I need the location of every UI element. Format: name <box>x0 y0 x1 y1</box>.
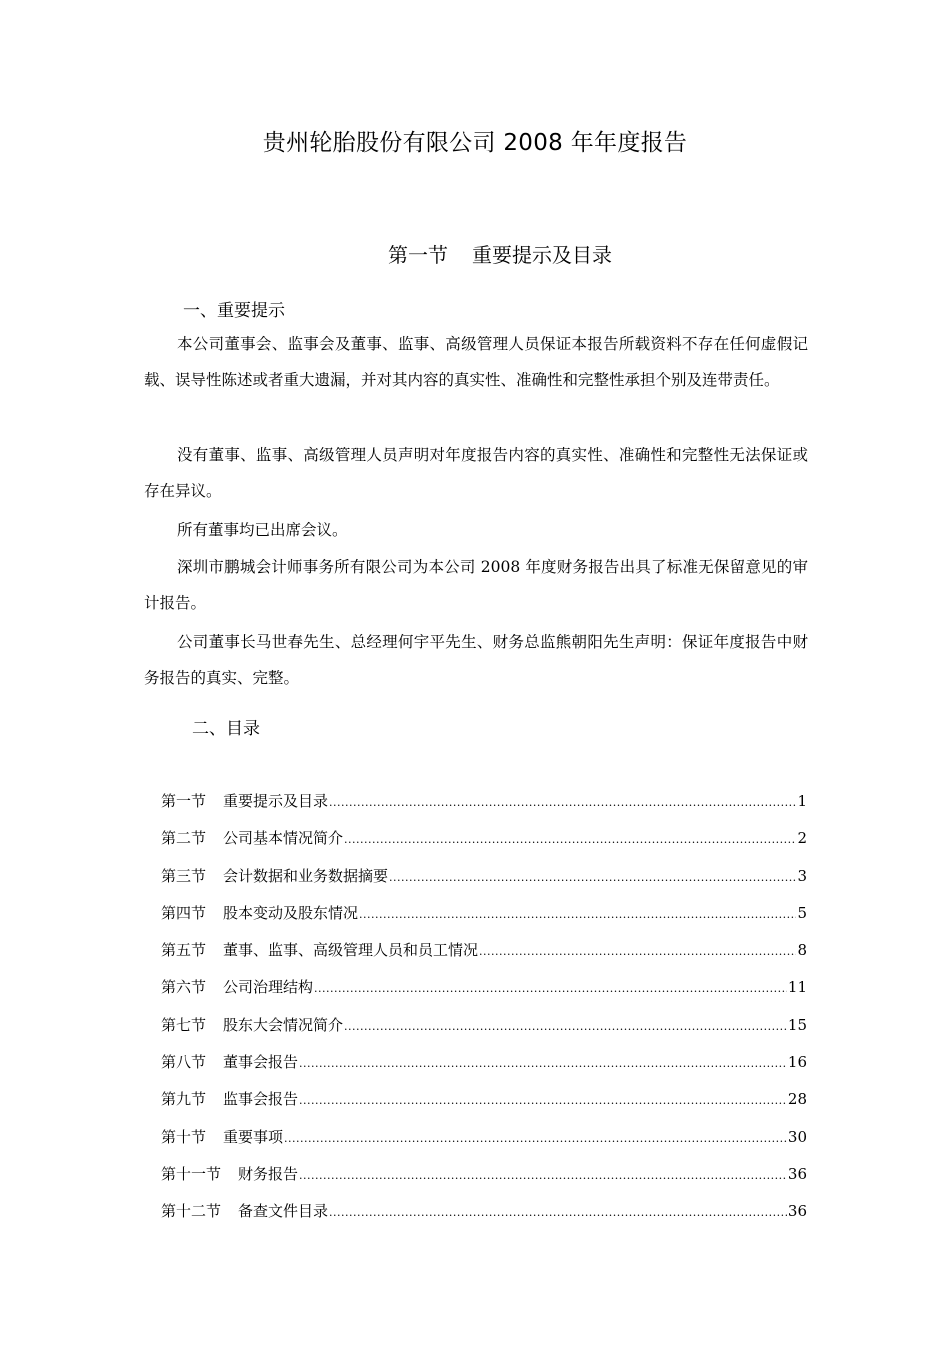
table-of-contents <box>161 790 807 1238</box>
toc-entry-number: 第十一节 <box>161 1164 222 1183</box>
toc-entry-title: 重要事项 <box>223 1127 284 1146</box>
toc-entry-page: 28 <box>787 1090 807 1109</box>
toc-entry[interactable] <box>161 865 807 902</box>
toc-entry-number: 第四节 <box>161 903 207 922</box>
toc-entry-title: 股东大会情况简介 <box>223 1015 344 1034</box>
toc-entry-number: 第十二节 <box>161 1202 222 1221</box>
toc-leader-dots <box>299 1057 787 1070</box>
toc-entry-number: 第六节 <box>161 978 207 997</box>
toc-entry-title: 重要提示及目录 <box>223 792 329 810</box>
toc-entry-number: 第七节 <box>161 1015 207 1034</box>
toc-entry-page: 1 <box>797 792 807 810</box>
toc-entry[interactable] <box>161 939 807 976</box>
toc-entry-page: 2 <box>797 829 807 848</box>
toc-leader-dots <box>284 1132 787 1145</box>
toc-entry-title: 公司治理结构 <box>223 978 314 997</box>
toc-entry-number: 第三节 <box>161 866 207 885</box>
notice-paragraph: 所有董事均已出席会议。 <box>177 521 348 539</box>
toc-entry-page: 3 <box>797 866 807 885</box>
toc-entry-title: 备查文件目录 <box>238 1202 329 1221</box>
toc-leader-dots <box>389 871 796 884</box>
toc-entry[interactable] <box>161 827 807 864</box>
toc-entry-number: 第十节 <box>161 1127 207 1146</box>
toc-entry-number: 第一节 <box>161 792 207 810</box>
toc-entry-number: 第九节 <box>161 1090 207 1109</box>
toc-entry-title: 董事、监事、高级管理人员和员工情况 <box>223 941 479 960</box>
notice-paragraph: 深圳市鹏城会计师事务所有限公司为本公司 2008 年度财务报告出具了标准无保留意见的审计报告。 <box>144 558 808 612</box>
section-title <box>0 239 950 268</box>
toc-leader-dots <box>479 945 796 958</box>
toc-leader-dots <box>344 833 796 846</box>
toc-leader-dots <box>329 1206 787 1219</box>
toc-heading: 二、目录 <box>192 719 260 739</box>
toc-entry-title: 监事会报告 <box>223 1090 299 1109</box>
toc-leader-dots <box>359 908 796 921</box>
toc-entry[interactable] <box>161 1126 807 1163</box>
toc-entry[interactable] <box>161 1163 807 1200</box>
toc-entry-page: 5 <box>797 903 807 922</box>
toc-entry-title: 财务报告 <box>238 1164 299 1183</box>
toc-entry-page: 15 <box>787 1015 807 1034</box>
notice-paragraph: 公司董事长马世春先生、总经理何宇平先生、财务总监熊朝阳先生声明：保证年度报告中财务报告的真实、完整。 <box>144 633 808 687</box>
toc-entry-page: 16 <box>787 1053 807 1072</box>
toc-entry-page: 8 <box>797 941 807 960</box>
toc-entry[interactable] <box>161 1200 807 1237</box>
section-number: 第一节 <box>388 243 448 267</box>
toc-entry-title: 会计数据和业务数据摘要 <box>223 866 389 885</box>
toc-entry[interactable] <box>161 1051 807 1088</box>
document-title: 贵州轮胎股份有限公司 2008 年年度报告 <box>262 130 688 156</box>
toc-leader-dots <box>329 796 796 809</box>
toc-leader-dots <box>314 982 787 995</box>
toc-leader-dots <box>344 1020 787 1033</box>
toc-entry-title: 股本变动及股东情况 <box>223 903 359 922</box>
toc-entry[interactable] <box>161 976 807 1013</box>
toc-entry[interactable] <box>161 1014 807 1051</box>
toc-leader-dots <box>299 1094 787 1107</box>
toc-entry-page: 36 <box>787 1202 807 1221</box>
toc-entry-number: 第五节 <box>161 941 207 960</box>
notice-paragraph: 本公司董事会、监事会及董事、监事、高级管理人员保证本报告所载资料不存在任何虚假记载、误导性陈述或者重大遗漏，并对其内容的真实性、准确性和完整性承担个别及连带责任。 <box>144 335 808 389</box>
toc-entry-title: 公司基本情况简介 <box>223 829 344 848</box>
toc-leader-dots <box>299 1169 787 1182</box>
section-name: 重要提示及目录 <box>472 243 612 267</box>
toc-entry[interactable] <box>161 790 807 827</box>
toc-entry-number: 第八节 <box>161 1053 207 1072</box>
notice-heading: 一、重要提示 <box>183 301 285 321</box>
toc-entry-page: 11 <box>787 978 807 997</box>
toc-entry-page: 30 <box>787 1127 807 1146</box>
toc-entry-title: 董事会报告 <box>223 1053 299 1072</box>
notice-paragraph: 没有董事、监事、高级管理人员声明对年度报告内容的真实性、准确性和完整性无法保证或存在异议。 <box>144 446 808 500</box>
toc-entry[interactable] <box>161 902 807 939</box>
toc-entry[interactable] <box>161 1088 807 1125</box>
toc-entry-number: 第二节 <box>161 829 207 848</box>
toc-entry-page: 36 <box>787 1164 807 1183</box>
